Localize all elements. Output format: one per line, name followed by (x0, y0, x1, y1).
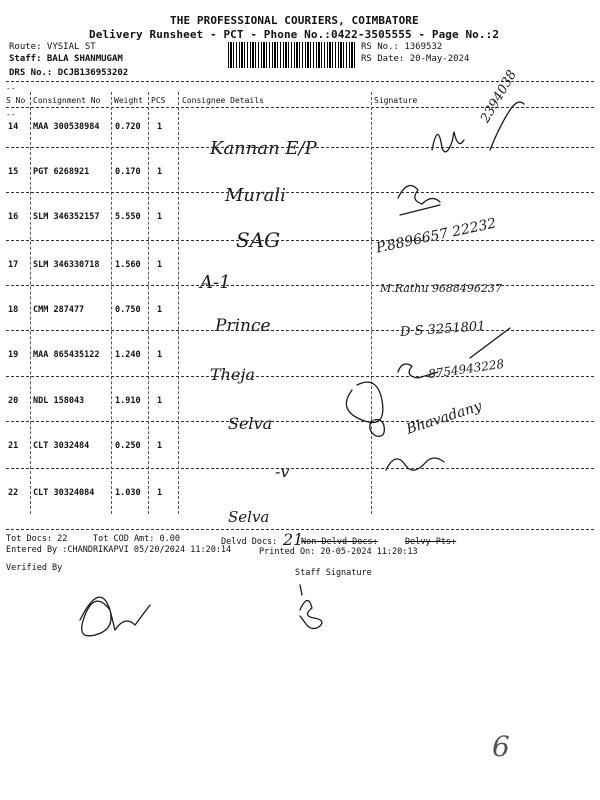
row-weight: 0.250 (115, 441, 141, 451)
row-signature-handwritten: P.8896657 22232 (374, 215, 498, 257)
col-signature: Signature (374, 96, 418, 105)
row-pcs: 1 (157, 396, 163, 406)
row-consignment: CMM 287477 (33, 305, 85, 315)
row-weight: 5.550 (115, 212, 141, 222)
row-signature-handwritten: Bhavadany (404, 398, 484, 438)
drs-number: DRS No.: DCJB136953202 (9, 68, 129, 78)
row-pcs: 1 (157, 167, 163, 177)
row-weight: 1.910 (115, 396, 141, 406)
row-sno: 17 (8, 260, 19, 270)
printed-on: Printed On: 20-05-2024 11:20:13 (259, 547, 418, 557)
staff-signature (300, 585, 302, 595)
row-consignment: MAA 300538984 (33, 122, 100, 132)
col-details: Consignee Details (182, 96, 264, 105)
rs-date: RS Date: 20-May-2024 (361, 54, 470, 64)
row-consignment: CLT 30324084 (33, 488, 95, 498)
row-signature-handwritten: D S 3251801 (399, 319, 486, 340)
row-weight: 0.750 (115, 305, 141, 315)
row-consignment: CLT 3032484 (33, 441, 90, 451)
col-weight: Weight (114, 96, 143, 105)
row-consignee-handwritten: -v (275, 462, 290, 481)
col-header-divider (6, 107, 594, 108)
row-weight: 1.240 (115, 350, 141, 360)
col-sno: S No (6, 96, 26, 105)
col-separator (148, 92, 149, 514)
non-delivered-docs: Non Delvd Docs: (301, 537, 378, 547)
row-consignee-handwritten: Kannan E/P (210, 138, 317, 159)
col-header-dashes: -- (6, 110, 16, 119)
staff-label: Staff: BALA SHANMUGAM (9, 54, 123, 64)
document-subtitle: Delivery Runsheet - PCT - Phone No.:0422-3505555 - Page No.:2 (89, 28, 500, 41)
row-consignee-handwritten: Selva (228, 414, 273, 433)
staff-signature-label: Staff Signature (295, 568, 372, 578)
barcode (228, 42, 356, 68)
row-sno: 19 (8, 350, 19, 360)
row-consignee-handwritten: Prince (215, 316, 271, 336)
row-pcs: 1 (157, 260, 163, 270)
row-sno: 22 (8, 488, 19, 498)
col-pcs: PCS (151, 96, 166, 105)
row-consignment: SLM 346352157 (33, 212, 100, 222)
row-pcs: 1 (157, 350, 163, 360)
total-cod: Tot COD Amt: 0.00 (93, 534, 180, 544)
row-divider (6, 192, 594, 193)
signature-scribble (432, 132, 464, 152)
row-pcs: 1 (157, 122, 163, 132)
row-divider (6, 421, 594, 422)
row-divider (6, 376, 594, 377)
col-separator (30, 92, 31, 514)
row-consignment: PGT 6268921 (33, 167, 90, 177)
signature-scribble (400, 205, 440, 215)
route-label: Route: VYSIAL ST (9, 42, 96, 52)
staff-signature (300, 600, 322, 628)
row-signature-handwritten: 8754943228 (427, 356, 505, 382)
row-pcs: 1 (157, 441, 163, 451)
row-consignee-handwritten: A-1 (200, 272, 231, 293)
row-weight: 0.720 (115, 122, 141, 132)
rs-number: RS No.: 1369532 (361, 42, 443, 52)
row-consignee-handwritten: Murali (225, 185, 286, 206)
page-mark-handwritten: 6 (492, 730, 510, 763)
total-docs: Tot Docs: 22 (6, 534, 68, 544)
delivery-points: Delvy Pts: (405, 537, 457, 547)
row-signature-handwritten: M.Rathu 9688496237 (380, 282, 502, 295)
row-pcs: 1 (157, 212, 163, 222)
row-sno: 18 (8, 305, 19, 315)
row-consignee-handwritten: SAG (236, 228, 281, 252)
row-pcs: 1 (157, 488, 163, 498)
col-separator (111, 92, 112, 514)
row-weight: 1.560 (115, 260, 141, 270)
signature-scribble (346, 382, 382, 422)
row-sno: 16 (8, 212, 19, 222)
header-dashes: -- (6, 84, 16, 93)
verified-signature (80, 597, 150, 636)
delivered-docs-handwritten: 21 (283, 530, 304, 549)
col-separator (371, 92, 372, 514)
row-sno: 20 (8, 396, 19, 406)
verified-by-label: Verified By (6, 563, 63, 573)
row-weight: 1.030 (115, 488, 141, 498)
row-consignment: SLM 346330718 (33, 260, 100, 270)
row-consignee-handwritten: Selva (228, 508, 270, 526)
row-divider (6, 285, 594, 286)
row-divider (6, 240, 594, 241)
row-divider (6, 468, 594, 469)
col-separator (178, 92, 179, 514)
row-sno: 21 (8, 441, 19, 451)
row-signature-handwritten: 2394038 (478, 67, 520, 126)
signature-scribble (398, 186, 440, 205)
delivered-docs: Delvd Docs: (221, 537, 278, 547)
row-divider (6, 147, 594, 148)
row-divider (6, 330, 594, 331)
row-pcs: 1 (157, 305, 163, 315)
row-consignment: MAA 865435122 (33, 350, 100, 360)
entered-by: Entered By :CHANDRIKAPVI 05/20/2024 11:20:14 (6, 545, 232, 555)
row-sno: 15 (8, 167, 19, 177)
col-consignment: Consignment No (33, 96, 101, 105)
row-consignee-handwritten: Theja (210, 365, 255, 384)
row-sno: 14 (8, 122, 19, 132)
row-weight: 0.170 (115, 167, 141, 177)
row-consignment: NDL 158043 (33, 396, 85, 406)
document-title: THE PROFESSIONAL COURIERS, COIMBATORE (170, 14, 419, 27)
